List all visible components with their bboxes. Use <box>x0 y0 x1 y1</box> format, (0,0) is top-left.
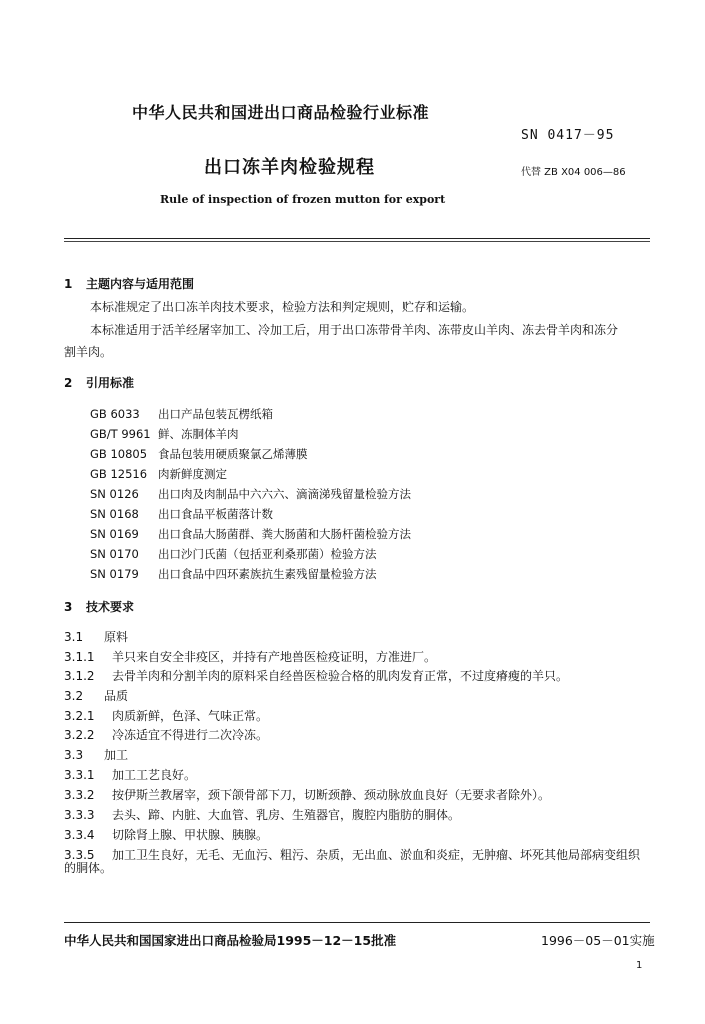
clause: 3.2.2 冷冻适宜不得进行二次冷冻。 <box>64 728 269 742</box>
clause: 3.1.1 羊只来自安全非疫区，并持有产地兽医检疫证明，方准进厂。 <box>64 650 437 664</box>
reference-item: GB 6033 出口产品包装瓦楞纸箱 <box>90 407 273 421</box>
clause: 3.2 品质 <box>64 689 129 703</box>
clause: 3.3 加工 <box>64 748 129 762</box>
approval-statement: 中华人民共和国国家进出口商品检验局1995－12－15批准 <box>64 933 397 948</box>
clause: 3.2.1 肉质新鲜，色泽、气味正常。 <box>64 709 269 723</box>
implementation-date: 1996－05－01实施 <box>541 933 655 948</box>
standard-code: SN 0417－95 <box>521 128 615 143</box>
scope-paragraph-1: 本标准规定了出口冻羊肉技术要求，检验方法和判定规则，贮存和运输。 <box>90 300 475 314</box>
document-title: 出口冻羊肉检验规程 <box>204 157 375 178</box>
clause: 3.3.5 加工卫生良好，无毛、无血污、粗污、杂质，无出血、淤血和炎症，无肿瘤、坏死其他局部病变组织 <box>64 848 641 862</box>
reference-item: SN 0170 出口沙门氏菌（包括亚利桑那菌）检验方法 <box>90 547 377 561</box>
page-number: 1 <box>636 960 643 971</box>
clause-continued: 的胴体。 <box>64 861 113 875</box>
clause: 3.3.2 按伊斯兰教屠宰，颈下颌骨部下刀，切断颈静、颈动脉放血良好（无要求者除外）。 <box>64 788 551 802</box>
reference-item: SN 0168 出口食品平板菌落计数 <box>90 507 273 521</box>
reference-item: GB/T 9961 鲜、冻胴体羊肉 <box>90 427 239 441</box>
clause: 3.3.3 去头、蹄、内脏、大血管、乳房、生殖器官，腹腔内脂肪的胴体。 <box>64 808 461 822</box>
section-heading-2: 2 引用标准 <box>64 376 135 390</box>
section-heading-1: 1 主题内容与适用范围 <box>64 277 195 291</box>
reference-item: SN 0169 出口食品大肠菌群、粪大肠菌和大肠杆菌检验方法 <box>90 527 411 541</box>
header-divider-second <box>64 241 650 242</box>
reference-item: GB 10805 食品包装用硬质聚氯乙烯薄膜 <box>90 447 308 461</box>
document-title-english: Rule of inspection of frozen mutton for export <box>160 193 446 206</box>
footer-divider <box>64 922 650 923</box>
clause: 3.1 原料 <box>64 630 129 644</box>
clause: 3.3.1 加工工艺良好。 <box>64 768 197 782</box>
scope-paragraph-2-continued: 割羊肉。 <box>64 345 113 359</box>
reference-item: GB 12516 肉新鲜度测定 <box>90 467 227 481</box>
scope-paragraph-2: 本标准适用于活羊经屠宰加工、冷加工后，用于出口冻带骨羊肉、冻带皮山羊肉、冻去骨羊肉和冻分 <box>90 323 619 337</box>
standard-organization: 中华人民共和国进出口商品检验行业标准 <box>132 103 430 122</box>
reference-item: SN 0179 出口食品中四环素族抗生素残留量检验方法 <box>90 567 377 581</box>
header-divider <box>64 238 650 239</box>
clause: 3.3.4 切除肾上腺、甲状腺、胰腺。 <box>64 828 269 842</box>
clause: 3.1.2 去骨羊肉和分割羊肉的原料采自经兽医检验合格的肌肉发育正常，不过度瘠瘦的羊只。 <box>64 669 569 683</box>
section-heading-3: 3 技术要求 <box>64 600 135 614</box>
replaces-note: 代替 ZB X04 006—86 <box>521 167 626 178</box>
reference-item: SN 0126 出口肉及肉制品中六六六、滴滴涕残留量检验方法 <box>90 487 411 501</box>
